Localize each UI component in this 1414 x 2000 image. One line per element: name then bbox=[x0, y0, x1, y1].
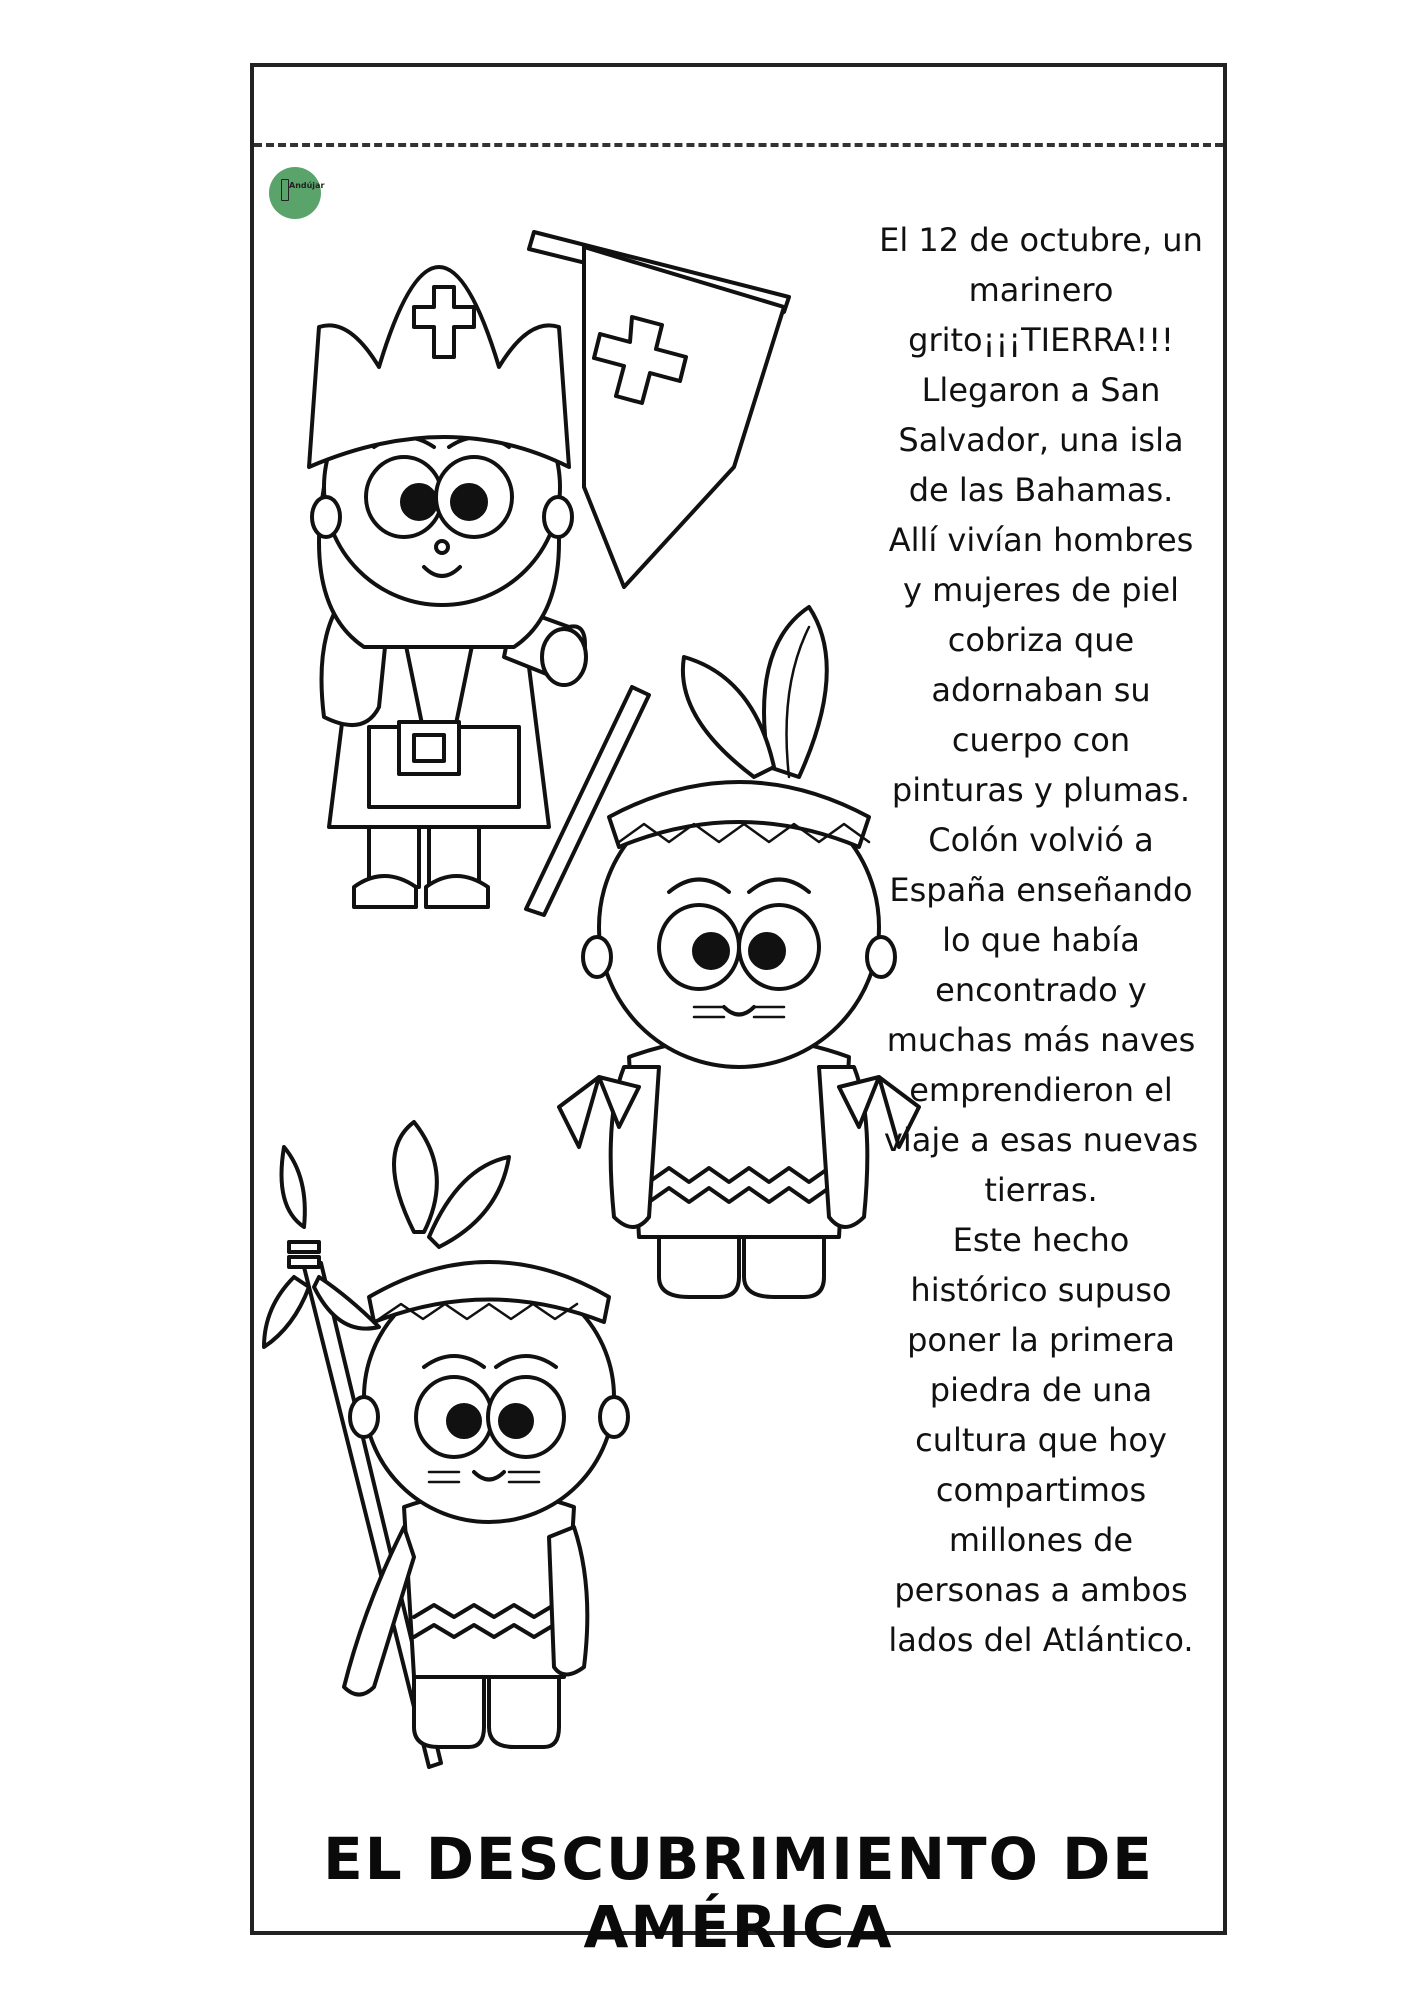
logo-text: Andújar bbox=[289, 181, 325, 190]
boy-illustration bbox=[264, 1147, 684, 1827]
worksheet-frame bbox=[250, 63, 1227, 1961]
fold-dashed-line bbox=[254, 143, 1223, 147]
page-title: EL DESCUBRIMIENTO DE AMÉRICA bbox=[323, 1825, 1154, 1961]
story-paragraph: El 12 de octubre, un marinero grito¡¡¡TIERRA!!! Llegaron a San Salvador, una isla de las Bahamas. Allí vivían hombres y mujeres de piel cobriza que adornaban su cuerpo con pinturas y plumas. Colón volvió a España enseñando lo que había encontrado y muchas más naves emprendieron el viaje a esas nuevas tierras. Este hecho histórico supuso poner la primera piedra de una cultura que hoy compartimos millones de personas a ambos lados del Atlántico. bbox=[879, 221, 1203, 1659]
story-text bbox=[866, 215, 1216, 1665]
